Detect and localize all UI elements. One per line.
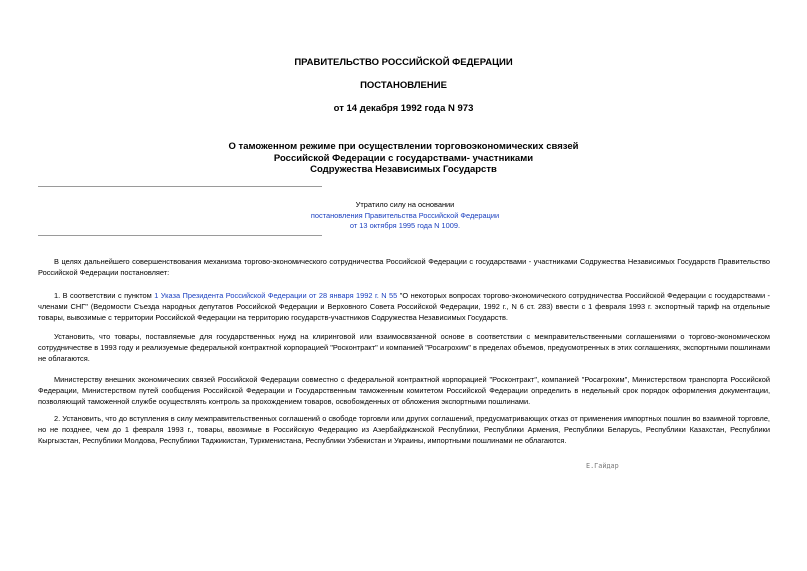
title-line-1: О таможенном режиме при осуществлении торговоэкономических связей [228, 141, 579, 152]
preamble-paragraph: В целях дальнейшего совершенствования механизма торгово-экономического сотрудничества Российской Федерации с государствами - участниками Содружества Независимых Государств Правительство Российской Федерации постановляет: [38, 257, 770, 278]
bottom-divider [38, 235, 322, 236]
government-name: ПРАВИТЕЛЬСТВО РОССИЙСКОЙ ФЕДЕРАЦИИ [294, 57, 513, 68]
title-line-3: Содружества Независимых Государств [310, 164, 497, 175]
paragraph-4: 2. Установить, что до вступления в силу межправительственных соглашений о свободе торговли или других соглашений, предусматривающих отказ от применения импортных пошлин во взаимной торговле, но не позднее, чем до 1 февраля 1993 г., товары, ввозимые в Российскую Федерацию из Азербайджанской Республики, Республики Армения, Республики Беларусь, Республики Казахстан, Республики Кыргызстан, Республики Молдова, Республики Таджикистан, Туркменистана, Республики Узбекистан и Украины, импортными пошлинами не облагаются. [38, 414, 770, 446]
paragraph-1-text: "О некоторых вопросах торгово-экономического сотрудничества Российской Федерации с государствами - членами СНГ" (Ведомости Съезда народных депутатов Российской Федерации и Верховного Совета Российской Федерации, 1992 г., N 6 ст. 283) ввести с 1 февраля 1993 г. экспортный тариф на отдельные товары, вывозимые с территории Российской Федерации на территорию государств-участников Содружества Независимых Государств. [38, 291, 770, 323]
presidential-decree-link[interactable]: 1 Указа Президента Российской Федерации от 28 января 1992 г. N 55 [154, 291, 398, 300]
paragraph-2: Установить, что товары, поставляемые для государственных нужд на клиринговой или взаимосвязанной основе в соответствии с межправительственными соглашениями о торгово-экономическом сотрудничестве в 1993 году и реализуемые федеральной контрактной корпорацией "Росконтракт" и компанией "Росагрохим" в пределах объемов, предусмотренных в этих соглашениях, экспортными пошлинами не облагаются. [38, 332, 770, 364]
paragraph-1 [38, 290, 770, 324]
repeal-note-text: Утратило силу на основании [355, 200, 455, 209]
document-type: ПОСТАНОВЛЕНИЕ [360, 80, 447, 91]
signature: Е.Гайдар [586, 462, 619, 470]
repeal-note [280, 200, 530, 232]
document-date-number: от 14 декабря 1992 года N 973 [333, 103, 474, 114]
top-divider [38, 186, 322, 187]
paragraph-3: Министерству внешних экономических связей Российской Федерации совместно с федеральной контрактной корпорацией "Росконтракт", компанией "Росагрохим", Министерством транспорта Российской Федерации, Министерством путей сообщения Российской Федерации и Государственным таможенным комитетом Российской Федерации определить в недельный срок порядок оформления документации, позволяющий таможенной службе осуществлять контроль за прохождением товаров, освобожденных от обложения экспортными пошлинами. [38, 375, 770, 407]
repeal-decree-date-link[interactable]: от 13 октября 1995 года N 1009. [349, 221, 461, 230]
document-title [0, 141, 807, 176]
repeal-decree-link[interactable]: постановления Правительства Российской Федерации [310, 210, 500, 220]
title-line-2: Российской Федерации с государствами- участниками [273, 152, 534, 164]
paragraph-1-prefix: 1. В соответствии с пунктом [54, 291, 155, 300]
